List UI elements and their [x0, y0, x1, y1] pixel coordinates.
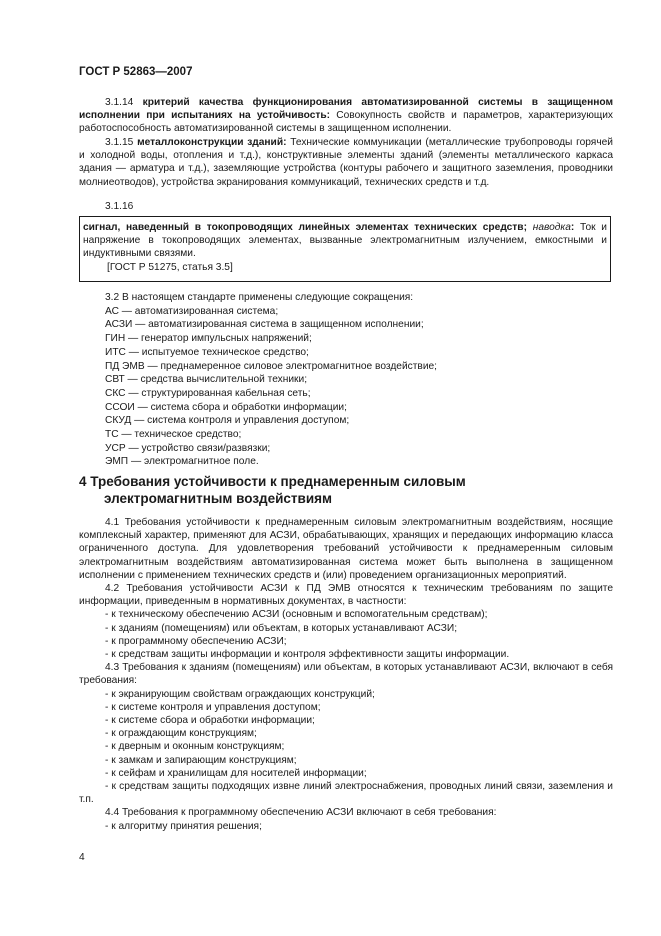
definition-3-1-14 [79, 96, 613, 136]
paragraph-4-4: 4.4 Требования к программному обеспечению АСЗИ включают в себя требования: [105, 807, 497, 819]
abbreviations-list [105, 291, 437, 469]
list-item: - к замкам и запирающим конструкциям; [105, 754, 297, 766]
list-item: АСЗИ — автоматизированная система в защищенном исполнении; [105, 319, 424, 331]
list-item: СВТ — средства вычислительной техники; [105, 374, 308, 386]
list-item: ТС — техническое средство; [105, 429, 242, 441]
paragraph-4-3: 4.3 Требования к зданиям (помещениям) или объектам, в которых устанавливают АСЗИ, включают в себя требования: [79, 662, 613, 687]
framed-source: [ГОСТ Р 51275, статья 3.5] [107, 261, 233, 273]
def-term: критерий качества функционирования автоматизированной системы в защищенном исполнении при испытаниях на устойчивость: [79, 97, 613, 122]
list-item: СКС — структурированная кабельная сеть; [105, 387, 311, 399]
def-text: Совокупность свойств и параметров, характеризующих работоспособность автоматизированной системы в защищенном исполнении. [79, 110, 614, 135]
list-item: - к системе контроля и управления доступом; [105, 701, 321, 713]
list-item: - к техническому обеспечению АСЗИ (основным и вспомогательным средствам); [105, 609, 488, 621]
list-item: СКУД — система контроля и управления доступом; [105, 415, 350, 427]
def-text: Технические коммуникации (металлические трубопроводы горячей и холодной воды, отопления и т.д.), конструктивные элементы зданий (элементы металлического каркаса здания — арматура и т.д.), заземляющие устройства (контуры рабочего и защитного заземления, проводники молниеотводов), устройства экранирования коммуникаций, технических средств и т.д. [79, 137, 613, 188]
list-item: - к зданиям (помещениям) или объектам, в которых устанавливают АСЗИ; [105, 622, 458, 634]
framed-note-label: наводка [532, 222, 571, 233]
list-item: - к системе сбора и обработки информации; [105, 715, 315, 727]
framed-term: сигнал, наведенный в токопроводящих линейных элементах технических средств; [83, 222, 527, 233]
list-item: ЭМП — электромагнитное поле. [105, 456, 259, 468]
list-item: ИТС — испытуемое техническое средство; [105, 346, 309, 358]
definition-3-1-16 [79, 200, 613, 213]
page-number: 4 [79, 852, 85, 863]
definition-3-1-15 [79, 136, 613, 189]
list-item: - к экранирующим свойствам ограждающих конструкций; [105, 688, 375, 700]
paragraph-4-1: 4.1 Требования устойчивости к преднамеренным силовым электромагнитным воздействиям, носящие комплексный характер, применяют для АСЗИ, обрабатывающих, хранящих и передающих информацию класса ограниченного доступа. Для удовлетворения требований устойчивости к преднамеренным силовым электромагнитным воздействиям автоматизированная система может быть выполнена в защищенном исполнении с применением технических средств и (или) проведением организационных мероприятий. [79, 517, 613, 581]
list-item: - к дверным и оконным конструкциям; [105, 741, 285, 753]
abbrev-intro: 3.2 В настоящем стандарте применены следующие сокращения: [105, 292, 414, 303]
list-item: ССОИ — система сбора и обработки информации; [105, 401, 347, 413]
framed-definition-box: сигнал, наведенный в токопроводящих линейных элементах технических средств; наводка: Ток и напряжение в токопроводящих элементах, вызванные электромагнитным излучением, емкостными и индуктивными связями. [ГОСТ Р 51275, статья 3.5] [79, 216, 611, 282]
list-item: УСР — устройство связи/развязки; [105, 442, 271, 454]
framed-text: Ток и напряжение в токопроводящих элементах, вызванные электромагнитным излучением, емкостными и индуктивными связями. [83, 222, 607, 260]
def-term: металлоконструкции зданий: [137, 137, 287, 148]
section-heading-line1: 4 Требования устойчивости к преднамеренным силовым [79, 474, 466, 489]
list-item: - к ограждающим конструкциям; [105, 728, 257, 740]
def-number: 3.1.15 [105, 137, 134, 148]
list-item: - к программному обеспечению АСЗИ; [105, 635, 287, 647]
list-item: - к алгоритму принятия решения; [105, 820, 262, 832]
list-item-wrapped: - к средствам защиты подходящих извне линий электроснабжения, проводных линий связи, заземления и т.п. [79, 781, 613, 806]
def-number: 3.1.16 [105, 201, 134, 212]
document-header: ГОСТ Р 52863—2007 [79, 66, 193, 78]
list-item: АС — автоматизированная система; [105, 305, 279, 317]
list-item: - к сейфам и хранилищам для носителей информации; [105, 767, 367, 779]
list-item: - к средствам защиты информации и контроля эффективности защиты информации. [105, 649, 510, 661]
def-number: 3.1.14 [105, 97, 134, 108]
section-heading-line2: электромагнитным воздействиям [104, 491, 332, 506]
section-heading [79, 473, 599, 507]
list-item: ГИН — генератор импульсных напряжений; [105, 333, 312, 345]
section-4-body [79, 516, 613, 833]
list-item: ПД ЭМВ — преднамеренное силовое электромагнитное воздействие; [105, 360, 438, 372]
paragraph-4-2: 4.2 Требования устойчивости АСЗИ к ПД ЭМВ относятся к техническим требованиям по защите информации, приведенным в нормативных документах, в частности: [79, 583, 613, 608]
